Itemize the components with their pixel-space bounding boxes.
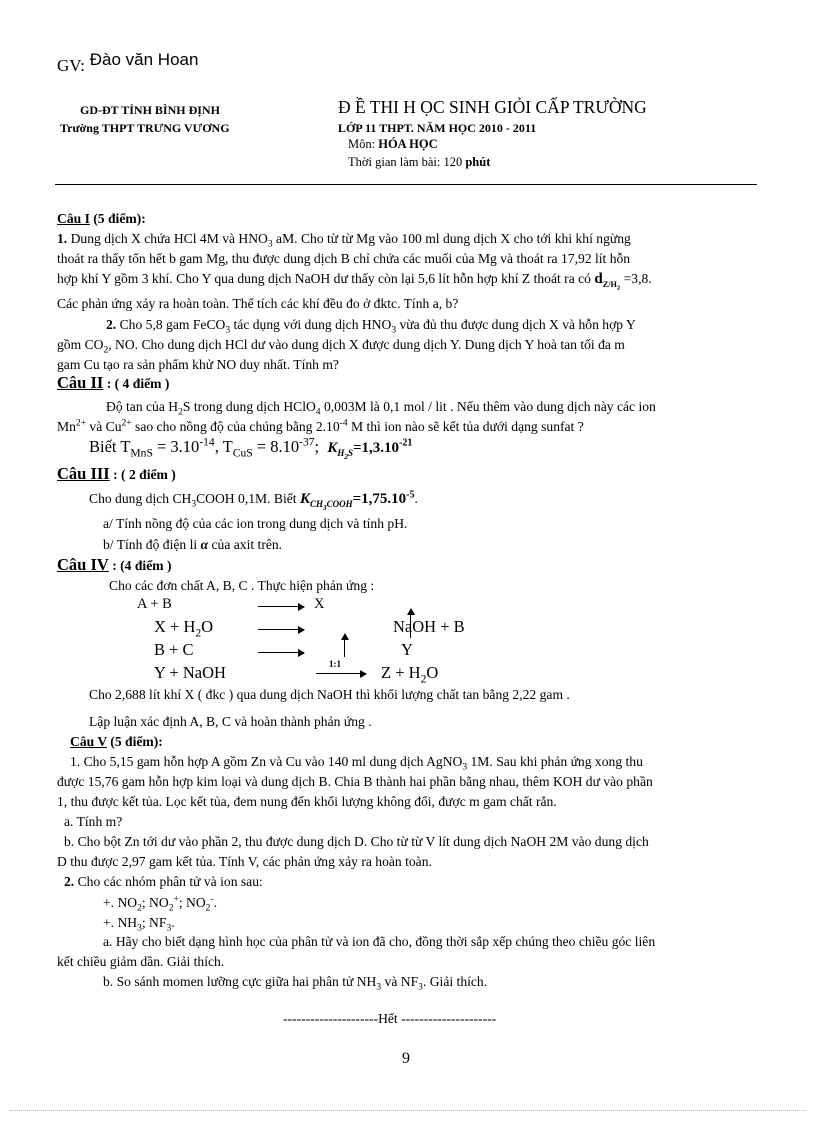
q4-arrow4 (316, 673, 366, 674)
q5-line10: a. Hãy cho biết dạng hình học của phân tử và ion đã cho, đồng thời sắp xếp chúng theo chiều góc liên (103, 934, 656, 949)
time-label: Thời gian làm bài: 120 (348, 155, 463, 169)
q5-line5: b. Cho bột Zn tới dư vào phần 2, thu được dung dịch D. Cho từ từ V lít dung dịch NaOH 2M vào dung dịch (64, 834, 649, 849)
q1-p1-text-a: Dung dịch X chứa HCl 4M và HNO (67, 231, 268, 246)
q5-line1-b: 1M. Sau khi phản ứng xong thu (467, 754, 643, 769)
q5-line12-c: . Giải thích. (422, 974, 488, 989)
q5-line4: a. Tính m? (64, 814, 123, 829)
q2-line2-a: Mn (57, 419, 76, 434)
q4-reaction2-b: O (201, 617, 214, 636)
grade-year: LỚP 11 THPT. NĂM HỌC 2010 - 2011 (338, 121, 537, 135)
q5-line9-a: +. NH (103, 915, 138, 930)
q3-points: : ( 2 điểm ) (109, 467, 176, 482)
time-unit: phút (465, 155, 491, 169)
header-divider (55, 184, 757, 185)
q4-arrow3 (258, 652, 304, 653)
q1-p1-line4: Các phản ứng xảy ra hoàn toàn. Thể tích các khí đều đo ở đktc. Tính a, b? (57, 296, 459, 311)
q4-arrow1 (258, 606, 304, 607)
q2-ka-value: =1,3.10 (352, 440, 400, 456)
q1-p1-line2: thoát ra thấy tốn hết b gam Mg, thu được dung dịch B chỉ chứa các muối của Mg và thoát ra 17,92 lít hỗn (57, 251, 631, 266)
q2-title: Câu II (57, 373, 104, 392)
q4-reaction4-product-b: O (426, 663, 439, 682)
q2-line2-b: và Cu (86, 419, 122, 434)
q4-heading (57, 555, 171, 575)
q4-reaction3: B + C (154, 640, 194, 659)
q5-line11: kết chiều giảm dần. Giải thích. (57, 954, 225, 969)
q2-heading (57, 373, 169, 393)
teacher-name: Đào văn Hoan (89, 50, 199, 69)
q5-line12: b. So sánh momen lưỡng cực giữa hai phân tử $NH_3$ và $NF_3$. Giải thích. (103, 974, 488, 993)
q1-p2-line2: gồm $CO_2$, NO. Cho dung dịch HCl dư vào dung dịch X được dung dịch Y. Dung dịch Y hoà tan tối đa m (57, 337, 625, 356)
q5-title: Câu V (70, 734, 107, 749)
q2-line1-a: Độ tan của H (106, 399, 179, 414)
q3-ka-symbol: $K_{CH_3COOH}$ (299, 491, 353, 512)
q2-ksp-mns: = 3.10 (152, 437, 200, 456)
page-number: 9 (402, 1050, 410, 1067)
q3-part-a: a/ Tính nồng độ của các ion trong dung dịch và tính pH. (103, 516, 408, 531)
q1-p1-number: 1. (57, 231, 68, 246)
q2-line2: $Mn^{2+}$ và $Cu^{2+}$ sao cho nồng độ của chúng bằng $2.10^{-4}$ M thì ion nào sẽ kết tủa dưới dạng sunfat ? (57, 418, 584, 434)
q4-reaction2-product: NaOH + B (393, 617, 465, 636)
q3-part-b-a: b/ Tính độ điện li (103, 537, 198, 552)
subject-line (348, 137, 438, 152)
q2-line1-b: S trong dung dịch HClO (182, 399, 316, 414)
q4-points: : (4 điểm ) (108, 558, 172, 573)
q1-p2-line2-a: gồm CO (57, 337, 104, 352)
q5-line9: +. $NH_3$; $NF_3$. (103, 915, 175, 934)
q2-ka-h2s: $K_{H_2S}$ (327, 440, 353, 461)
q5-line6: D thu được 2,97 gam kết tủa. Tính V, các phản ứng xảy ra hoàn toàn. (57, 854, 432, 869)
q1-p1-density-value: =3,8. (623, 271, 652, 286)
q3-line1-a: Cho dung dịch CH (89, 491, 192, 506)
q5-line8: +. $NO_2$; $NO_2^+$; $NO_2^-$. (103, 894, 217, 914)
q2-line1-c: 0,003M là 0,1 mol / lit . Nếu thêm vào dung dịch này các ion (320, 399, 656, 414)
q2-ksp-semicolon: ; (314, 437, 320, 456)
q5-line7 (64, 872, 263, 892)
q3-title: Câu III (57, 464, 110, 483)
q4-reaction4-product-a: Z + H (381, 663, 421, 682)
time-line (348, 155, 490, 170)
end-marker: ---------------------Hết --------------------- (283, 1011, 497, 1026)
department: GD-ĐT TỈNH BÌNH ĐỊNH (80, 103, 220, 117)
q3-heading (57, 464, 176, 484)
q1-p1-line3 (57, 269, 652, 292)
q4-intro: Cho các đơn chất A, B, C . Thực hiện phản ứng : (109, 578, 375, 593)
exam-title: Đ Ề THI H ỌC SINH GIỎI CẤP TRƯỜNG (338, 97, 647, 117)
q1-heading (57, 209, 146, 229)
q1-points: (5 điểm): (89, 211, 146, 226)
q3-ka-value: =1,75.10 (352, 491, 407, 507)
q5-line12-b: và NF (381, 974, 419, 989)
q5-part2-number: 2. (64, 874, 75, 889)
q1-p2-line2-b: , NO. Cho dung dịch HCl dư vào dung dịch X được dung dịch Y. Dung dịch Y hoà tan tối đa m (108, 337, 625, 352)
q4-arrow2 (258, 629, 304, 630)
q5-line1: 1. Cho 5,15 gam hỗn hợp A gồm Zn và Cu vào 140 ml dung dịch AgNO$_3$ 1M. Sau khi phản ứng xong thu (70, 754, 643, 773)
q1-p1-line1: 1. Dung dịch X chứa HCl 4M và $HNO_3$ aM. Cho từ từ Mg vào 100 ml dung dịch X cho tới khi khí ngừng (57, 231, 631, 250)
q5-line2: được 15,76 gam hỗn hợp kim loại và dung dịch B. Chia B thành hai phần bằng nhau, thêm KOH dư vào phần (57, 774, 653, 789)
school-name: Trường THPT TRƯNG VƯƠNG (60, 121, 230, 135)
q1-p1-line3-text: hợp khí Y gồm 3 khí. Cho Y qua dung dịch NaOH dư thấy còn lại 5,6 lít hỗn hợp khí Z thoát ra có (57, 271, 591, 286)
q3-line1-b: COOH 0,1M. Biết (196, 491, 297, 506)
q1-p2-text-b: tác dụng với dung dịch HNO (230, 317, 392, 332)
q4-up-arrow-mid (344, 635, 345, 657)
q3-line1: Cho dung dịch $CH_3COOH$ 0,1M. Biết $K_{CH_3COOH}=1,75.10^{-5}$. (89, 489, 418, 512)
q5-heading (70, 732, 163, 752)
alpha-symbol: α (200, 537, 209, 552)
q1-p1-text-b: aM. Cho từ từ Mg vào 100 ml dung dịch X cho tới khi khí ngừng (272, 231, 631, 246)
q1-p2-number: 2. (106, 317, 117, 332)
q4-reaction4: Y + NaOH (154, 663, 226, 682)
q5-line12-a: b. So sánh momen lưỡng cực giữa hai phân tử NH (103, 974, 377, 989)
q1-title: Câu I (57, 211, 90, 226)
q2-ksp-sep: , T (214, 437, 233, 456)
q3-part-b-b: của axit trên. (211, 537, 283, 552)
q4-line6: Lập luận xác định A, B, C và hoàn thành phản ứng . (89, 714, 372, 729)
q4-reaction1: A + B (137, 596, 172, 612)
teacher-line (57, 50, 199, 76)
q1-p2-text-a: Cho 5,8 gam FeCO (116, 317, 226, 332)
q5-part2-text: Cho các nhóm phân tử và ion sau: (74, 874, 263, 889)
q5-line8-a: +. NO (103, 895, 138, 910)
q5-points: (5 điểm): (106, 734, 163, 749)
q1-p2-line3: gam Cu tạo ra sản phẩm khử NO duy nhất. Tính m? (57, 357, 339, 372)
q3-part-b (103, 535, 282, 555)
teacher-prefix: GV: (57, 56, 86, 75)
density-symbol: $d_{Z/H_2}$ (594, 271, 621, 292)
q5-line3: 1, thu được kết tủa. Lọc kết tủa, đem nung đến khối lượng không đổi, được m gam chất rắn. (57, 794, 557, 809)
q2-points: : ( 4 điểm ) (103, 376, 170, 391)
q4-reaction2-a: X + H (154, 617, 196, 636)
q4-title: Câu IV (57, 555, 109, 574)
q4-reaction2: $X + H_2O$ (154, 617, 214, 640)
q4-reaction3-product: Y (401, 640, 413, 659)
q4-ratio-label: 1:1 (329, 659, 341, 669)
q2-ksp-label: Biết T (89, 437, 131, 456)
q4-up-arrow-top (410, 610, 411, 638)
page-bottom-border (10, 1110, 806, 1111)
q1-p2-text-c: vừa đủ thu được dung dịch X và hỗn hợp Y (396, 317, 636, 332)
q2-line2-c: sao cho nồng độ của chúng bằng 2.10 (131, 419, 340, 434)
q2-line3: Biết $T_{MnS} = 3.10^{-14}$, $T_{CuS} = 8.10^{-37}$; $K_{H_2S}=1,3.10^{-21}$ (89, 436, 413, 461)
q2-line1: Độ tan của $H_2S$ trong dung dịch HClO$_4$ 0,003M là 0,1 mol / lit . Nếu thêm vào dung dịch này các ion (106, 399, 656, 418)
subject-label: Môn: (348, 137, 376, 151)
q2-ksp-cus: = 8.10 (252, 437, 300, 456)
q5-line1-a: 1. Cho 5,15 gam hỗn hợp A gồm Zn và Cu vào 140 ml dung dịch AgNO (70, 754, 463, 769)
q4-reaction1-product: X (314, 596, 325, 612)
q1-p2-line1: 2. Cho 5,8 gam FeCO$_3$ tác dụng với dung dịch $HNO_3$ vừa đủ thu được dung dịch X và hỗn hợp Y (106, 317, 636, 336)
q4-line5: Cho 2,688 lít khí X ( đkc ) qua dung dịch NaOH thì khối lượng chất tan bằng 2,22 gam . (89, 687, 570, 702)
q2-line2-d: M thì ion nào sẽ kết tủa dưới dạng sunfat ? (347, 419, 584, 434)
subject-name: HÓA HỌC (378, 137, 438, 151)
q4-reaction4-product: $Z + H_2O$ (381, 663, 439, 686)
